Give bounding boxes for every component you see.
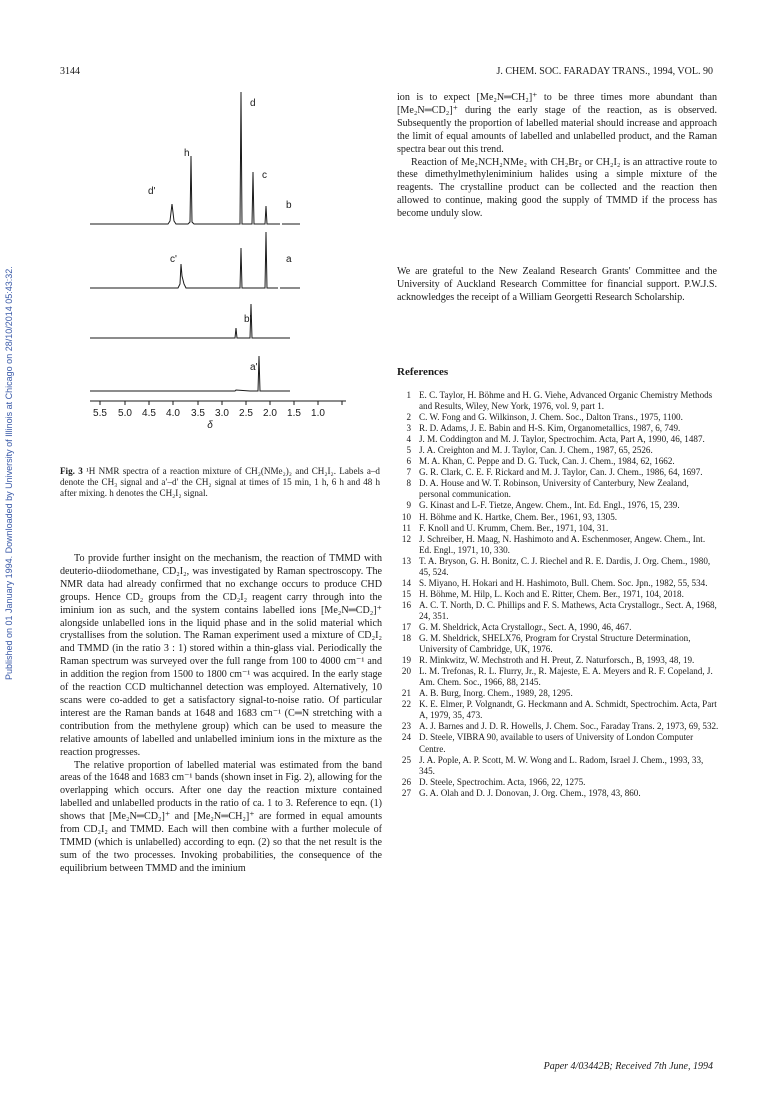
reference-number: 20: [401, 666, 411, 677]
reference-item: [397, 589, 719, 600]
reference-item: [397, 445, 719, 456]
body-paragraph: Reaction of Me₂NCH₂NMe₂ with CH₂Br₂ or CH₂I₂ is an attractive route to these dimethylmethyleniminium halides using a simple mixture of the reagents. The crystalline product can be collected and the reaction then allowed to continue, making good the supply of TMMD if the process has become unduly slow.: [397, 156, 717, 220]
body-paragraph: The relative proportion of labelled material was estimated from the band areas of the 1648 and 1683 cm⁻¹ bands (shown inset in Fig. 2), allowing for the overlapping which occurs. After one day the reaction mixture contained labelled and unlabelled products in the ratio of ca. 1 to 3. Reference to eqn. (1) shows that [Me₂N═CD₂]⁺ and [Me₂N═CH₂]⁺ are formed in equal amounts from CD₂I₂ and TMMD. Each will then combine with a further molecule of TMMD (which is unlabelled) according to eqn. (2) so that the net result is the sum of the two processes. Invoking probabilities, the consequence of the equilibrium between TMMD and the iminium: [60, 759, 382, 874]
x-tick-label: 2.0: [263, 408, 277, 419]
reference-number: 17: [401, 621, 411, 632]
reference-item: [397, 622, 719, 633]
reference-number: 26: [401, 776, 411, 787]
body-paragraph: To provide further insight on the mechanism, the reaction of TMMD with deuterio-diiodomethane, CD₂I₂, was investigated by Raman spectroscopy. The NMR data had already confirmed that no exchange occurs to produce CHD groups. Hence CD₂ groups from the CD₂I₂ reagent carry through into the iminium ion as such, and the system contains labelled ions [Me₂N═CD₂]⁺ alongside unlabelled ions in the liquid phase and in the solid material which crystallises from the solution. The Raman experiment used a mixture of CD₂I₂ and TMMD (in the ratio 3 : 1) stored within a thin-glass vial. Periodically the Raman spectrum was surveyed over the full range from 100 to 4000 cm⁻¹ and in addition the region from 1500 to 1800 cm⁻¹ was acquired. In the early stage of the reaction CCD multichannel detection was employed. Alternatively, 10 scans were co-added to get a satisfactory signal-to-noise ratio. Of particular interest are the Raman bands at 1648 and 1683 cm⁻¹ (C═N stretching with a contribution from the methylene group) which can be used to measure the relative amounts of labelled and unlabelled iminium ions in the mixture as the reaction progresses.: [60, 553, 382, 758]
reference-item: [397, 512, 719, 523]
reference-item: [397, 467, 719, 478]
reference-number: 5: [406, 445, 411, 456]
reference-number: 24: [401, 732, 411, 743]
reference-number: 3: [406, 423, 411, 434]
reference-number: 6: [406, 456, 411, 467]
reference-text: G. M. Sheldrick, Acta Crystallogr., Sect. A, 1990, 46, 467.: [419, 621, 632, 632]
reference-text: D. A. House and W. T. Robinson, University of Canterbury, New Zealand, personal communication.: [419, 478, 689, 500]
reference-text: G. M. Sheldrick, SHELX76, Program for Crystal Structure Determination, University of Cambridge, UK, 1976.: [419, 633, 691, 655]
trace-label-a-prime: a': [250, 362, 258, 373]
x-tick-label: 5.5: [93, 408, 107, 419]
nmr-spectra-figure: [60, 88, 380, 428]
journal-header: J. CHEM. SOC. FARADAY TRANS., 1994, VOL. 90: [496, 66, 713, 77]
reference-number: 1: [406, 390, 411, 400]
reference-item: [397, 777, 719, 788]
reference-number: 27: [401, 787, 411, 798]
reference-text: J. Schreiber, H. Maag, N. Hashimoto and A. Eschenmoser, Angew. Chem., Int. Ed. Engl., 1971, 10, 330.: [419, 533, 706, 555]
reference-text: J. M. Coddington and M. J. Taylor, Spectrochim. Acta, Part A, 1990, 46, 1487.: [419, 434, 705, 445]
reference-item: [397, 578, 719, 589]
spectrum-trace-6h: [90, 232, 278, 288]
acknowledgement-text: We are grateful to the New Zealand Research Grants' Committee and the University of Auckland Research Committee for financial support. P.W.J.S. acknowledges the receipt of a William Georgetti Research Scholarship.: [397, 266, 717, 303]
x-tick-label: 3.5: [191, 408, 205, 419]
reference-number: 23: [401, 721, 411, 732]
reference-number: 22: [401, 699, 411, 710]
reference-number: 18: [401, 633, 411, 644]
reference-text: A. J. Barnes and J. D. R. Howells, J. Chem. Soc., Faraday Trans. 2, 1973, 69, 532.: [419, 721, 719, 732]
x-tick-label: 1.5: [287, 408, 301, 419]
reference-text: S. Miyano, H. Hokari and H. Hashimoto, Bull. Chem. Soc. Jpn., 1982, 55, 534.: [419, 577, 708, 588]
body-paragraph: ion is to expect [Me₂N═CH₂]⁺ to be three times more abundant than [Me₂N═CD₂]⁺ during the early stage of the reaction, as is observed. Subsequently the proportion of labelled material should increase and approach the limit of equal amounts of labelled and unlabelled product, and the Raman spectra bear out this trend.: [397, 92, 717, 155]
trace-label-a: a: [286, 254, 292, 265]
reference-text: G. R. Clark, C. E. F. Rickard and M. J. Taylor, Can. J. Chem., 1986, 64, 1697.: [419, 467, 703, 478]
reference-item: [397, 478, 719, 500]
reference-text: H. Böhme and K. Hartke, Chem. Ber., 1961, 93, 1305.: [419, 511, 618, 522]
spectrum-trace-1h: [90, 304, 290, 338]
caption-label: Fig. 3: [60, 466, 83, 476]
reference-text: T. A. Bryson, G. H. Bonitz, C. J. Riechel and R. E. Dardis, J. Org. Chem., 1980, 45, 524.: [419, 555, 711, 577]
download-notice: Published on 01 January 1994. Downloaded by University of Illinois at Chicago on 28/10/2014 05:43:32.: [4, 266, 14, 680]
reference-item: [397, 699, 719, 721]
reference-item: [397, 688, 719, 699]
reference-text: E. C. Taylor, H. Böhme and H. G. Viehe, Advanced Organic Chemistry Methods and Results, Wiley, New York, 1976, vol. 9, part 1.: [419, 390, 713, 412]
spectrum-trace-15min: [90, 356, 290, 391]
acknowledgement: [397, 266, 717, 305]
trace-label-d-prime: d': [148, 186, 156, 197]
trace-label-c: c: [262, 170, 267, 181]
reference-text: G. A. Olah and D. J. Donovan, J. Org. Chem., 1978, 43, 860.: [419, 787, 641, 798]
reference-item: [397, 434, 719, 445]
x-tick-label: 3.0: [215, 408, 229, 419]
figure-caption: [60, 466, 380, 499]
trace-label-c-prime: c': [170, 254, 177, 265]
reference-text: K. E. Elmer, P. Volgnandt, G. Heckmann and A. Schmidt, Spectrochim. Acta, Part A, 1979, 35, 473.: [419, 699, 717, 721]
reference-item: [397, 423, 719, 434]
paper-received-footer: Paper 4/03442B; Received 7th June, 1994: [543, 1061, 713, 1072]
reference-item: [397, 788, 719, 799]
reference-number: 12: [401, 533, 411, 544]
reference-item: [397, 655, 719, 666]
reference-item: [397, 755, 719, 777]
page-number: 3144: [60, 66, 80, 77]
x-tick-label: 1.0: [311, 408, 325, 419]
reference-item: [397, 600, 719, 622]
reference-text: L. M. Trefonas, R. L. Flurry, Jr., R. Majeste, E. A. Meyers and R. F. Copeland, J. Am. Chem. Soc., 1966, 88, 2145.: [419, 666, 713, 688]
reference-text: R. D. Adams, J. E. Babin and H-S. Kim, Organometallics, 1987, 6, 749.: [419, 423, 681, 434]
reference-item: [397, 732, 719, 754]
reference-number: 13: [401, 555, 411, 566]
trace-label-b-prime: b': [244, 314, 252, 325]
reference-number: 21: [401, 688, 411, 699]
x-tick-label: 4.5: [142, 408, 156, 419]
reference-number: 14: [401, 577, 411, 588]
reference-text: C. W. Fong and G. Wilkinson, J. Chem. Soc., Dalton Trans., 1975, 1100.: [419, 412, 683, 423]
reference-number: 7: [406, 467, 411, 478]
reference-text: M. A. Khan, C. Peppe and D. G. Tuck, Can. J. Chem., 1984, 62, 1662.: [419, 456, 675, 467]
reference-number: 16: [401, 599, 411, 610]
reference-list: [397, 390, 719, 799]
reference-number: 25: [401, 754, 411, 765]
reference-number: 11: [402, 522, 411, 533]
reference-text: A. B. Burg, Inorg. Chem., 1989, 28, 1295.: [419, 688, 573, 699]
reference-number: 4: [406, 434, 411, 445]
reference-text: H. Böhme, M. Hilp, L. Koch and E. Ritter, Chem. Ber., 1971, 104, 2018.: [419, 588, 684, 599]
reference-text: J. A. Creighton and M. J. Taylor, Can. J. Chem., 1987, 65, 2526.: [419, 445, 653, 456]
trace-label-b: b: [286, 200, 292, 211]
reference-item: [397, 534, 719, 556]
right-column-text: [397, 92, 717, 221]
x-axis-label: δ: [207, 420, 213, 428]
x-tick-label: 2.5: [239, 408, 253, 419]
reference-text: A. C. T. North, D. C. Phillips and F. S. Mathews, Acta Crystallogr., Sect. A, 1968, 24, 351.: [419, 599, 717, 621]
reference-item: [397, 523, 719, 534]
left-column-text: [60, 553, 382, 876]
reference-item: [397, 500, 719, 511]
reference-item: [397, 390, 719, 412]
reference-item: [397, 721, 719, 732]
x-tick-label: 5.0: [118, 408, 132, 419]
reference-number: 19: [401, 655, 411, 666]
x-tick-label: 4.0: [166, 408, 180, 419]
reference-text: F. Knoll and U. Krumm, Chem. Ber., 1971, 104, 31.: [419, 522, 609, 533]
reference-text: D. Steele, Spectrochim. Acta, 1966, 22, 1275.: [419, 776, 586, 787]
reference-item: [397, 666, 719, 688]
reference-item: [397, 456, 719, 467]
trace-label-d: d: [250, 98, 256, 109]
reference-text: D. Steele, VIBRA 90, available to users of University of London Computer Centre.: [419, 732, 694, 754]
reference-text: R. Minkwitz, W. Mechstroth and H. Preut, Z. Naturforsch., B, 1993, 48, 19.: [419, 655, 695, 666]
reference-text: G. Kinast and L-F. Tietze, Angew. Chem., Int. Ed. Engl., 1976, 15, 239.: [419, 500, 680, 511]
reference-number: 10: [401, 511, 411, 522]
reference-number: 8: [406, 478, 411, 489]
reference-item: [397, 633, 719, 655]
reference-number: 2: [406, 412, 411, 423]
reference-number: 9: [406, 500, 411, 511]
reference-number: 15: [401, 588, 411, 599]
reference-item: [397, 556, 719, 578]
trace-label-h: h: [184, 148, 190, 159]
references-heading: References: [397, 366, 449, 378]
caption-text: ¹H NMR spectra of a reaction mixture of CH₂(NMe₂)₂ and CH₂I₂. Labels a–d denote the CH₃ signal and a′–d′ the CH₂ signal at times of 15 min, 1 h, 6 h and 48 h after mixing. h denotes the CH₂I₂ signal.: [60, 466, 380, 498]
reference-text: J. A. Pople, A. P. Scott, M. W. Wong and L. Radom, Israel J. Chem., 1993, 33, 345.: [419, 754, 704, 776]
reference-item: [397, 412, 719, 423]
